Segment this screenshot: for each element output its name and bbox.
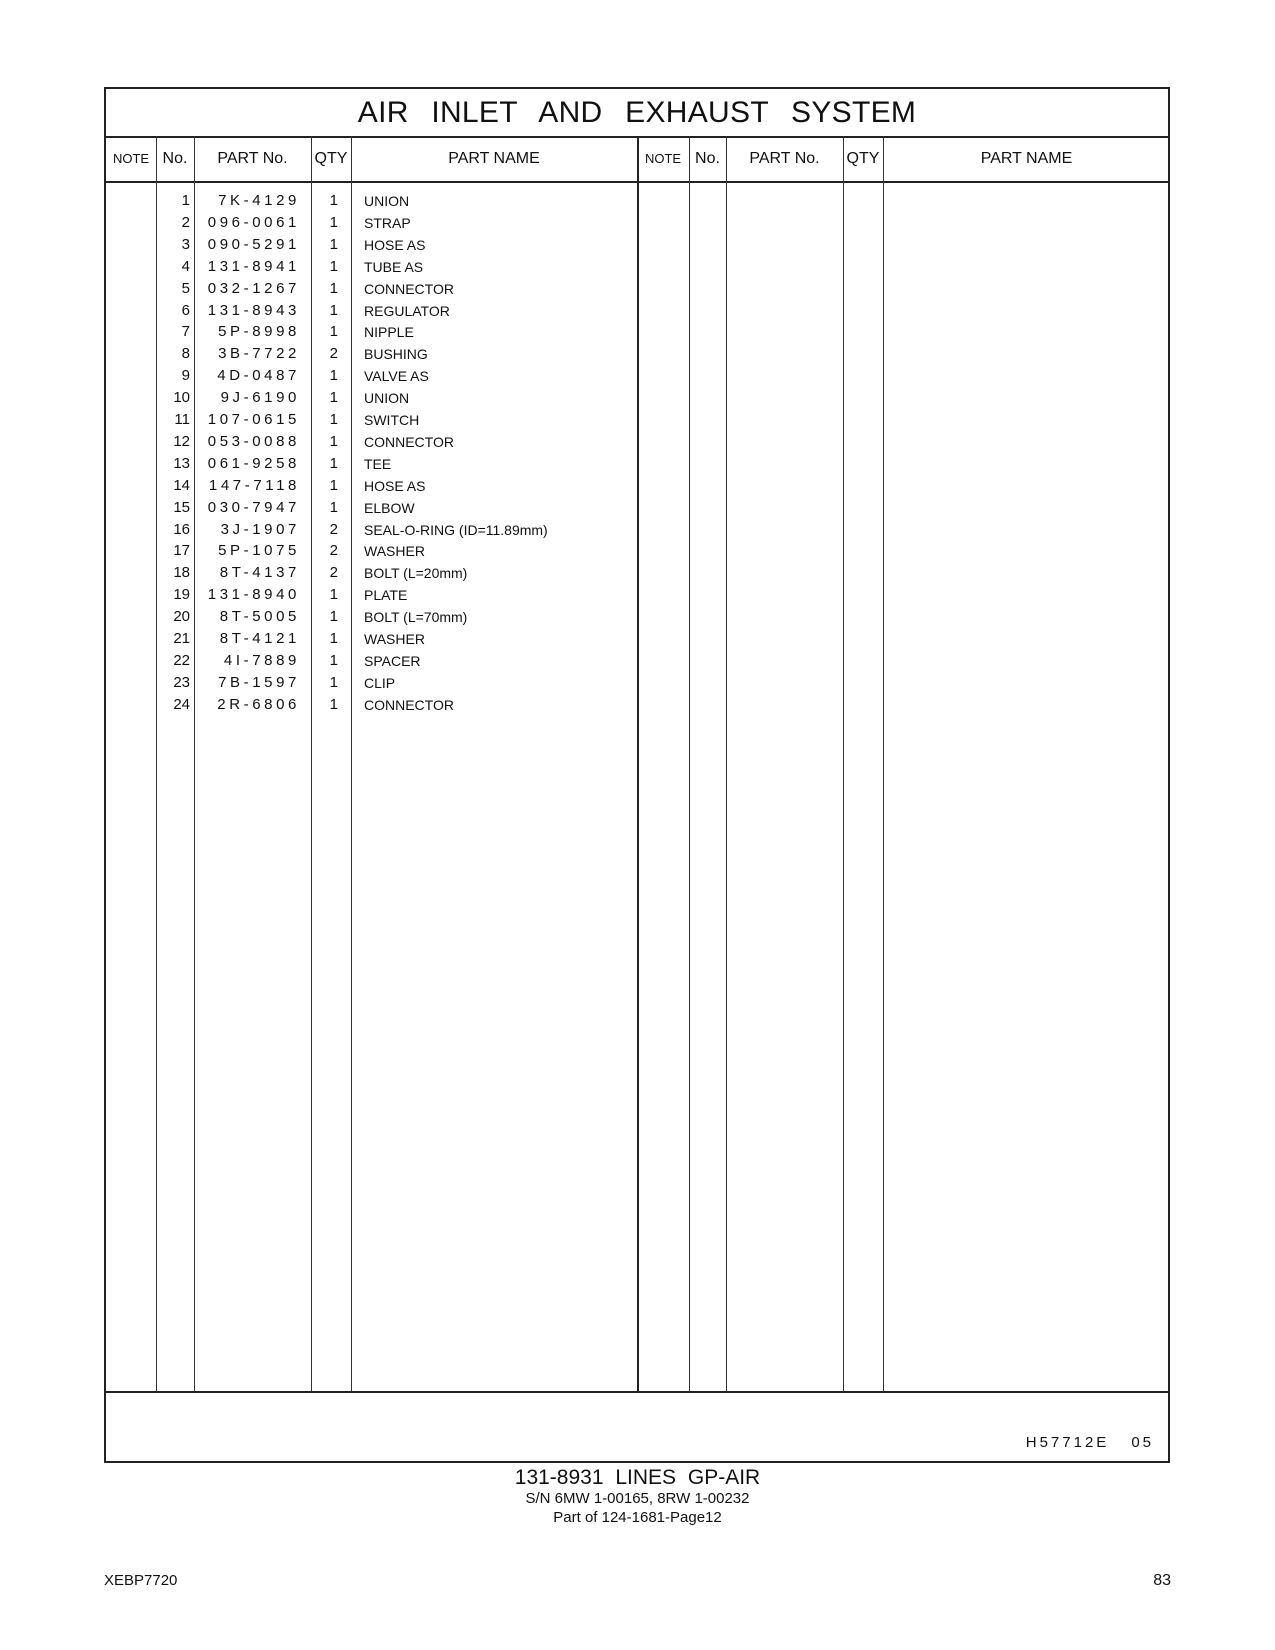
header-note-left: NOTE (112, 151, 150, 166)
part-name: TEE (364, 455, 392, 472)
table-row (106, 212, 636, 234)
part-number: 131-8941 (207, 257, 300, 275)
table-row (106, 365, 636, 387)
table-row (106, 628, 636, 650)
quantity: 1 (329, 301, 338, 319)
part-name: BUSHING (364, 346, 428, 363)
page-number: 83 (1153, 1572, 1171, 1589)
item-number: 13 (173, 454, 190, 472)
part-name: PLATE (364, 587, 408, 604)
quantity: 1 (329, 498, 338, 516)
part-name: UNION (364, 193, 410, 209)
table-row (106, 409, 636, 431)
part-number: 7K-4129 (218, 192, 300, 209)
part-name: CLIP (364, 674, 396, 691)
part-name: HOSE AS (364, 477, 426, 494)
part-name: NIPPLE (364, 324, 414, 341)
table-row (106, 497, 636, 519)
item-number: 21 (173, 630, 190, 647)
quantity: 1 (329, 432, 338, 450)
part-number: 8T-4121 (219, 630, 300, 647)
quantity: 1 (329, 651, 338, 669)
item-number: 12 (173, 432, 190, 450)
item-number: 18 (173, 564, 190, 582)
quantity: 2 (329, 345, 338, 363)
part-number: 096-0061 (207, 213, 300, 231)
quantity: 1 (329, 673, 338, 691)
quantity: 1 (329, 586, 338, 604)
quantity: 1 (329, 192, 338, 209)
table-row (106, 190, 636, 212)
part-name: SEAL-O-RING (ID=11.89mm) (364, 521, 548, 538)
quantity: 1 (329, 630, 338, 647)
quantity: 2 (329, 520, 338, 538)
table-row (106, 519, 636, 541)
item-number: 20 (173, 608, 190, 626)
part-number: 8T-5005 (219, 608, 300, 626)
table-footer (106, 1391, 1168, 1461)
part-name: WASHER (364, 631, 425, 647)
item-number: 6 (181, 301, 190, 319)
part-number: 5P-8998 (218, 323, 300, 341)
quantity: 1 (329, 411, 338, 428)
quantity: 1 (329, 476, 338, 494)
part-name: TUBE AS (364, 258, 424, 275)
quantity: 1 (329, 367, 338, 385)
quantity: 2 (329, 542, 338, 560)
part-name: WASHER (364, 543, 425, 560)
part-number: 030-7947 (207, 498, 300, 516)
parts-table-frame (104, 87, 1170, 1463)
quantity: 1 (329, 454, 338, 472)
part-number: 7B-1597 (218, 673, 300, 691)
part-of-caption: Part of 124-1681-Page12 (553, 1509, 722, 1526)
quantity: 1 (329, 389, 338, 407)
part-number: 061-9258 (207, 454, 300, 472)
header-part-no-left: PART No. (217, 150, 288, 167)
document-id: XEBP7720 (104, 1572, 178, 1589)
item-number: 24 (173, 695, 190, 713)
part-name: VALVE AS (364, 368, 429, 385)
drawing-number: H57712E (1025, 1434, 1110, 1451)
header-no-left: No. (162, 150, 188, 167)
item-number: 5 (181, 279, 190, 297)
part-number: 131-8943 (207, 301, 300, 319)
part-name: CONNECTOR (364, 433, 454, 450)
quantity: 1 (329, 608, 338, 626)
serial-caption: S/N 6MW 1-00165, 8RW 1-00232 (525, 1490, 750, 1507)
quantity: 1 (329, 257, 338, 275)
part-number: 3B-7722 (218, 345, 300, 363)
drawing-revision: 05 (1131, 1434, 1154, 1451)
table-row (106, 540, 636, 562)
part-number: 4D-0487 (217, 367, 300, 385)
table-row (106, 387, 636, 409)
header-part-no-right: PART No. (749, 150, 820, 167)
table-row (106, 300, 636, 322)
part-number: 8T-4137 (219, 564, 300, 582)
item-number: 11 (174, 411, 190, 428)
item-number: 8 (181, 345, 190, 363)
header-qty-right: QTY (846, 150, 880, 167)
header-part-name-right: PART NAME (980, 150, 1073, 167)
group-caption: 131-8931 LINES GP-AIR (514, 1466, 761, 1489)
item-number: 15 (173, 498, 190, 516)
drawing-code (1026, 1434, 1154, 1451)
part-number: 5P-1075 (218, 542, 300, 560)
table-row (106, 475, 636, 497)
part-name: CONNECTOR (364, 280, 454, 297)
part-number: 2R-6806 (217, 695, 300, 713)
table-row (106, 672, 636, 694)
table-row (106, 278, 636, 300)
quantity: 1 (329, 213, 338, 231)
item-number: 3 (181, 235, 190, 253)
quantity: 1 (329, 695, 338, 713)
table-row (106, 694, 636, 716)
section-title: AIR INLET AND EXHAUST SYSTEM (106, 89, 1168, 138)
part-number: 032-1267 (207, 279, 300, 297)
item-number: 16 (173, 520, 190, 538)
table-row (106, 562, 636, 584)
item-number: 1 (181, 192, 190, 209)
header-qty-left: QTY (314, 150, 348, 167)
part-name: STRAP (364, 214, 411, 231)
part-name: BOLT (L=20mm) (364, 565, 468, 582)
part-number: 4I-7889 (223, 651, 300, 669)
table-row (106, 321, 636, 343)
quantity: 1 (329, 235, 338, 253)
part-name: SPACER (364, 652, 421, 669)
table-row (106, 584, 636, 606)
part-number: 9J-6190 (220, 389, 300, 407)
item-number: 7 (181, 323, 190, 341)
table-row (106, 256, 636, 278)
quantity: 2 (329, 564, 338, 582)
part-name: SWITCH (364, 412, 420, 428)
part-name: BOLT (L=70mm) (364, 609, 468, 626)
part-name: UNION (364, 390, 410, 407)
header-no-right: No. (695, 150, 720, 167)
item-number: 14 (173, 476, 190, 494)
table-row (106, 234, 636, 256)
item-number: 19 (173, 586, 190, 604)
part-number: 090-5291 (207, 235, 300, 253)
parts-list (106, 181, 1168, 1391)
header-part-name-left: PART NAME (448, 150, 540, 167)
quantity: 1 (329, 323, 338, 341)
part-number: 3J-1907 (220, 520, 300, 538)
table-row (106, 431, 636, 453)
table-row (106, 453, 636, 475)
part-name: HOSE AS (364, 236, 426, 253)
item-number: 2 (181, 213, 190, 231)
part-number: 107-0615 (207, 411, 300, 428)
table-row (106, 650, 636, 672)
item-number: 9 (181, 367, 190, 385)
item-number: 4 (181, 257, 190, 275)
item-number: 10 (173, 389, 190, 407)
item-number: 23 (173, 673, 190, 691)
header-note-right: NOTE (644, 151, 682, 166)
part-number: 053-0088 (207, 432, 300, 450)
table-row (106, 343, 636, 365)
part-name: REGULATOR (364, 302, 450, 319)
part-number: 131-8940 (207, 586, 300, 604)
item-number: 17 (173, 542, 190, 560)
quantity: 1 (329, 279, 338, 297)
item-number: 22 (173, 651, 190, 669)
part-number: 147-7118 (208, 476, 300, 494)
table-row (106, 606, 636, 628)
part-name: ELBOW (364, 499, 415, 516)
part-name: CONNECTOR (364, 696, 454, 713)
